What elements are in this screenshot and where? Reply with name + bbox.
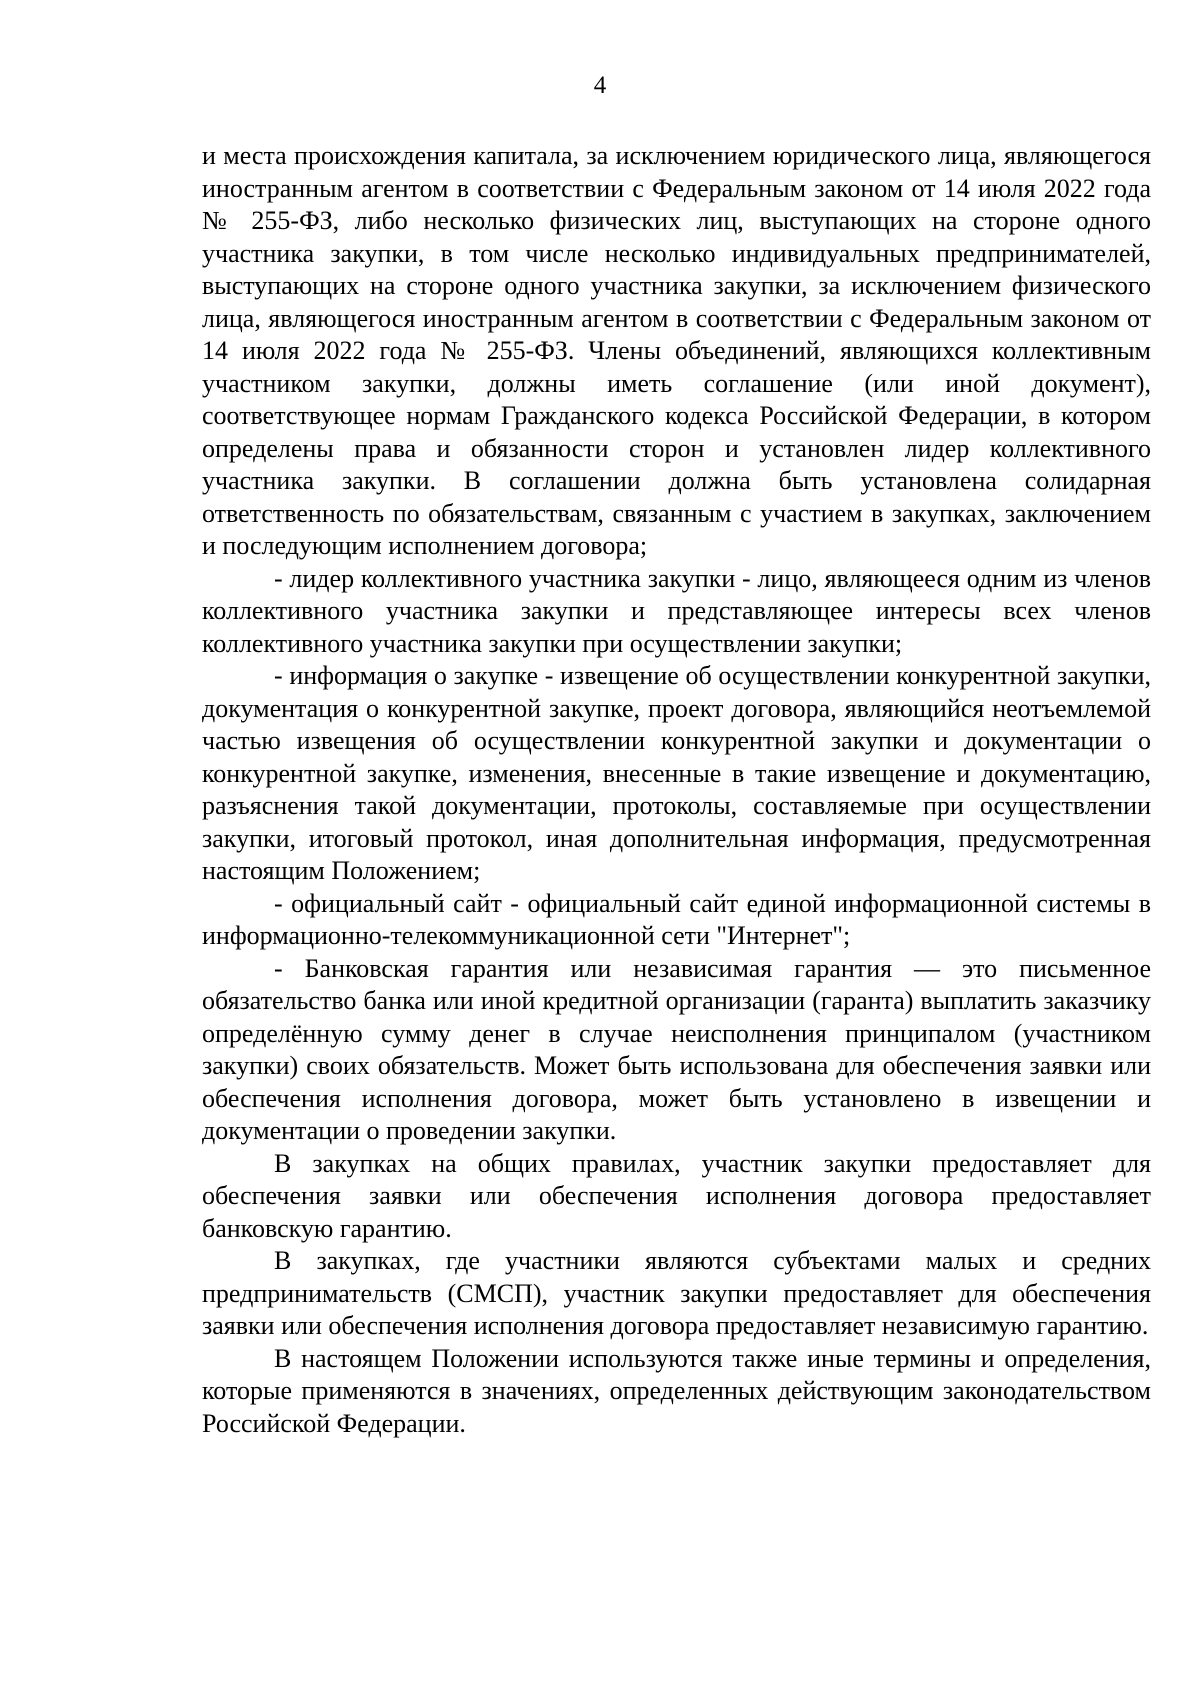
paragraph-definition-bank-guarantee: - Банковская гарантия или независимая гарантия — это письменное обязательство банка или иной кредитной организации (гаранта) выплатить заказчику определённую сумму денег в случае неисполнения принципалом (участником закупки) своих обязательств. Может быть использована для обеспечения заявки или обеспечения исполнения договора, может быть установлено в извещении и документации о проведении закупки. [202,953,1151,1145]
page-number: 4 [593,72,607,99]
paragraph-smsp: В закупках, где участники являются субъектами малых и средних предпринимательств (СМСП), участник закупки предоставляет для обеспечения заявки или обеспечения исполнения договора предоставляет независимую гарантию. [202,1246,1151,1340]
paragraph-continuation: и места происхождения капитала, за исключением юридического лица, являющегося иностранным агентом в соответствии с Федеральным законом от 14 июля 2022 года № 255-ФЗ, либо несколько физических лиц, выступающих на стороне одного участника закупки, в том числе несколько индивидуальных предпринимателей, выступающих на стороне одного участника закупки, за исключением физического лица, являющегося иностранным агентом в соответствии с Федеральным законом от 14 июля 2022 года № 255-ФЗ. Члены объединений, являющихся коллективным участником закупки, должны иметь соглашение (или иной документ), соответствующее нормам Гражданского кодекса Российской Федерации, в котором определены права и обязанности сторон и установлен лидер коллективного участника закупки. В соглашении должна быть установлена солидарная ответственность по обязательствам, связанным с участием в закупках, заключением и последующим исполнением договора; [202,141,1151,560]
paragraph-definition-leader: - лидер коллективного участника закупки - лицо, являющееся одним из членов коллективного участника закупки и представляющее интересы всех членов коллективного участника закупки при осуществлении закупки; [202,563,1151,658]
paragraph-definition-procurement-info: - информация о закупке - извещение об осуществлении конкурентной закупки, документация о конкурентной закупке, проект договора, являющийся неотъемлемой частью извещения об осуществлении конкурентной закупки и документации о конкурентной закупке, изменения, внесенные в такие извещение и документацию, разъяснения такой документации, протоколы, составляемые при осуществлении закупки, итоговый протокол, иная дополнительная информация, предусмотренная настоящим Положением; [202,661,1151,885]
paragraph-definition-official-site: - официальный сайт - официальный сайт единой информационной системы в информационно-телекоммуникационной сети "Интернет"; [202,888,1151,950]
paragraph-other-terms: В настоящем Положении используются также иные термины и определения, которые применяются в значениях, определенных действующим законодательством Российской Федерации. [202,1343,1151,1438]
document-body [202,140,1151,1440]
paragraph-general-rules: В закупках на общих правилах, участник закупки предоставляет для обеспечения заявки или обеспечения исполнения договора предоставляет банковскую гарантию. [202,1148,1151,1243]
